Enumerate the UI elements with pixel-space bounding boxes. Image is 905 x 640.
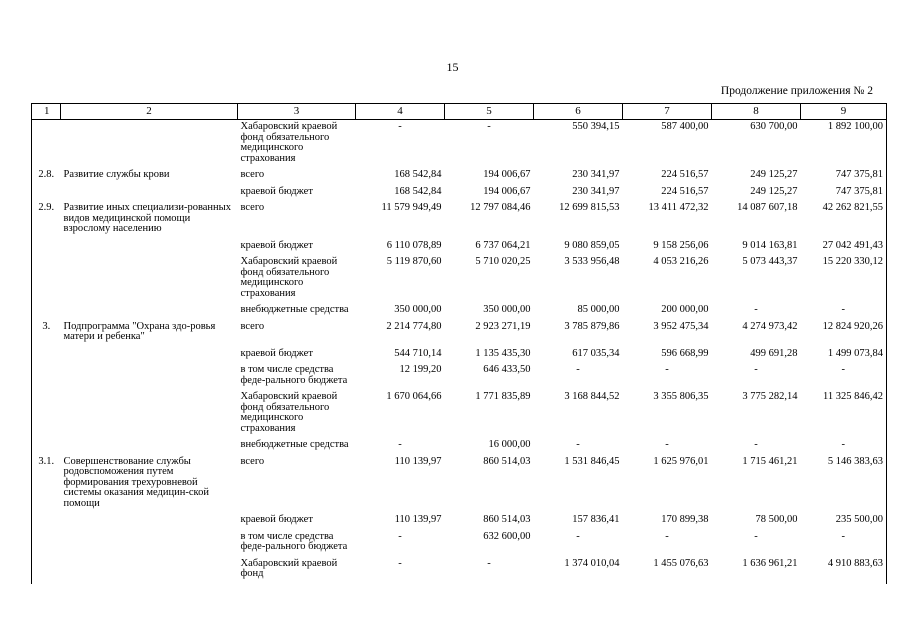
amount-cell: 350 000,00 bbox=[394, 304, 442, 315]
row-number bbox=[32, 438, 61, 455]
column-header: 6 bbox=[534, 104, 623, 120]
funding-source: в том числе средства феде-рального бюджета bbox=[240, 530, 348, 552]
amount-cell: 860 514,03 bbox=[483, 514, 531, 525]
amount-cell: 2 214 774,80 bbox=[386, 320, 442, 332]
funding-source: внебюджетные средства bbox=[240, 439, 349, 450]
amount-cell: - bbox=[801, 438, 887, 455]
table-row bbox=[32, 557, 887, 584]
row-name bbox=[61, 513, 238, 530]
column-header: 2 bbox=[61, 104, 238, 120]
row-name: Развитие иных специализи-рованных видов медицинской помощи взрослому населению bbox=[63, 202, 231, 234]
amount-cell: 4 274 973,42 bbox=[742, 320, 798, 332]
amount-cell: 1 625 976,01 bbox=[653, 455, 709, 467]
amount-cell: 42 262 821,55 bbox=[801, 201, 887, 239]
amount-cell: - bbox=[487, 557, 491, 569]
amount-cell: 110 139,97 bbox=[394, 514, 442, 525]
amount-cell: - bbox=[801, 363, 887, 390]
amount-cell: 1 531 846,45 bbox=[564, 455, 620, 467]
page-number: 15 bbox=[446, 60, 459, 74]
row-number bbox=[32, 185, 61, 202]
funding-source: всего bbox=[240, 455, 265, 467]
amount-cell: 194 006,67 bbox=[483, 185, 531, 197]
amount-cell: 11 325 846,42 bbox=[801, 390, 887, 438]
amount-cell: 14 087 607,18 bbox=[737, 202, 798, 213]
amount-cell: 3 168 844,52 bbox=[564, 391, 620, 402]
amount-cell: 16 000,00 bbox=[488, 439, 531, 450]
amount-cell: 550 394,15 bbox=[572, 121, 620, 132]
amount-cell: 499 691,28 bbox=[750, 347, 798, 359]
amount-cell: 12 824 920,26 bbox=[801, 320, 887, 347]
amount-cell: - bbox=[801, 530, 887, 557]
amount-cell: 4 053 216,26 bbox=[653, 256, 709, 267]
row-name bbox=[61, 120, 238, 169]
table-row bbox=[32, 168, 887, 185]
funding-source: краевой бюджет bbox=[240, 514, 313, 525]
amount-cell: - bbox=[576, 439, 580, 450]
amount-cell: - bbox=[754, 530, 758, 542]
amount-cell: 6 110 078,89 bbox=[386, 239, 442, 251]
amount-cell: 1 499 073,84 bbox=[801, 347, 887, 364]
column-header: 9 bbox=[801, 104, 887, 120]
row-number: 3. bbox=[32, 320, 61, 347]
row-number bbox=[32, 390, 61, 438]
row-number bbox=[32, 120, 61, 169]
table-row bbox=[32, 120, 887, 169]
amount-cell: 230 341,97 bbox=[572, 169, 620, 180]
row-name bbox=[61, 390, 238, 438]
amount-cell: 85 000,00 bbox=[577, 304, 620, 315]
amount-cell: 2 923 271,19 bbox=[475, 320, 531, 332]
funding-source: Хабаровский краевой фонд обязательного медицинского страхования bbox=[240, 121, 338, 164]
amount-cell: 5 710 020,25 bbox=[475, 256, 531, 267]
amount-cell: 168 542,84 bbox=[394, 185, 442, 197]
amount-cell: 646 433,50 bbox=[483, 364, 531, 375]
funding-source: Хабаровский краевой фонд обязательного медицинского страхования bbox=[240, 256, 338, 299]
amount-cell: 596 668,99 bbox=[661, 347, 709, 359]
table-row bbox=[32, 320, 887, 347]
row-name: Подпрограмма "Охрана здо-ровья матери и ребенка" bbox=[63, 320, 216, 342]
amount-cell: 13 411 472,32 bbox=[648, 202, 709, 213]
amount-cell: 632 600,00 bbox=[483, 530, 531, 542]
table-row bbox=[32, 239, 887, 256]
amount-cell: 249 125,27 bbox=[750, 169, 798, 180]
amount-cell: - bbox=[801, 303, 887, 320]
amount-cell: 544 710,14 bbox=[394, 347, 442, 359]
amount-cell: 747 375,81 bbox=[801, 185, 887, 202]
table-row bbox=[32, 390, 887, 438]
appendix-note: Продолжение приложения № 2 bbox=[720, 85, 873, 97]
amount-cell: - bbox=[398, 121, 402, 132]
funding-source: всего bbox=[240, 320, 265, 332]
amount-cell: - bbox=[754, 439, 758, 450]
amount-cell: 860 514,03 bbox=[483, 455, 531, 467]
amount-cell: - bbox=[754, 304, 758, 315]
amount-cell: 630 700,00 bbox=[750, 121, 798, 132]
funding-source: внебюджетные средства bbox=[240, 304, 349, 315]
amount-cell: 27 042 491,43 bbox=[801, 239, 887, 256]
amount-cell: 78 500,00 bbox=[755, 514, 798, 525]
table-row bbox=[32, 201, 887, 239]
row-name bbox=[61, 347, 238, 364]
amount-cell: 12 797 084,46 bbox=[470, 202, 531, 213]
row-name bbox=[61, 530, 238, 557]
budget-table bbox=[31, 103, 887, 584]
funding-source: Хабаровский краевой фонд обязательного медицинского страхования bbox=[240, 391, 338, 434]
funding-source: всего bbox=[240, 169, 265, 180]
row-number bbox=[32, 513, 61, 530]
amount-cell: - bbox=[665, 439, 669, 450]
row-name: Совершенствование службы родовспоможения путем формирования трехуровневой системы оказания медицин-ской помощи bbox=[63, 455, 209, 509]
column-header: 1 bbox=[32, 104, 61, 120]
table-row bbox=[32, 255, 887, 303]
amount-cell: 1 135 435,30 bbox=[475, 347, 531, 359]
amount-cell: 249 125,27 bbox=[750, 185, 798, 197]
amount-cell: 9 080 859,05 bbox=[564, 239, 620, 251]
amount-cell: 1 670 064,66 bbox=[386, 391, 442, 402]
amount-cell: 12 199,20 bbox=[399, 364, 442, 375]
amount-cell: 9 014 163,81 bbox=[742, 239, 798, 251]
amount-cell: - bbox=[398, 530, 402, 542]
row-name bbox=[61, 255, 238, 303]
amount-cell: 4 910 883,63 bbox=[801, 557, 887, 584]
table-row bbox=[32, 363, 887, 390]
amount-cell: 110 139,97 bbox=[394, 455, 442, 467]
amount-cell: 1 374 010,04 bbox=[564, 557, 620, 569]
funding-source: всего bbox=[240, 202, 265, 213]
amount-cell: 617 035,34 bbox=[572, 347, 620, 359]
amount-cell: 6 737 064,21 bbox=[475, 239, 531, 251]
funding-source: Хабаровский краевой фонд bbox=[240, 557, 338, 579]
amount-cell: 194 006,67 bbox=[483, 169, 531, 180]
amount-cell: - bbox=[754, 364, 758, 375]
row-number: 3.1. bbox=[32, 455, 61, 514]
amount-cell: 200 000,00 bbox=[661, 304, 709, 315]
funding-source: краевой бюджет bbox=[240, 347, 313, 359]
row-number bbox=[32, 303, 61, 320]
amount-cell: 12 699 815,53 bbox=[559, 202, 620, 213]
table-row bbox=[32, 303, 887, 320]
funding-source: краевой бюджет bbox=[240, 239, 313, 251]
amount-cell: 9 158 256,06 bbox=[653, 239, 709, 251]
row-number bbox=[32, 347, 61, 364]
column-header: 7 bbox=[623, 104, 712, 120]
amount-cell: - bbox=[576, 364, 580, 375]
amount-cell: 1 715 461,21 bbox=[742, 455, 798, 467]
table-row bbox=[32, 455, 887, 514]
amount-cell: - bbox=[665, 364, 669, 375]
row-number: 2.8. bbox=[32, 168, 61, 185]
amount-cell: 5 119 870,60 bbox=[386, 256, 442, 267]
table-row bbox=[32, 438, 887, 455]
amount-cell: 587 400,00 bbox=[661, 121, 709, 132]
column-header: 8 bbox=[712, 104, 801, 120]
amount-cell: - bbox=[665, 530, 669, 542]
amount-cell: 747 375,81 bbox=[801, 168, 887, 185]
row-number bbox=[32, 530, 61, 557]
funding-source: краевой бюджет bbox=[240, 185, 313, 197]
amount-cell: 3 785 879,86 bbox=[564, 320, 620, 332]
amount-cell: 3 952 475,34 bbox=[653, 320, 709, 332]
table-body bbox=[32, 120, 887, 584]
amount-cell: - bbox=[487, 121, 491, 132]
row-name: Развитие службы крови bbox=[63, 169, 170, 180]
amount-cell: - bbox=[398, 557, 402, 569]
amount-cell: 5 073 443,37 bbox=[742, 256, 798, 267]
funding-source: в том числе средства феде-рального бюджета bbox=[240, 364, 348, 386]
amount-cell: - bbox=[398, 439, 402, 450]
amount-cell: 11 579 949,49 bbox=[381, 202, 442, 213]
row-name bbox=[61, 438, 238, 455]
amount-cell: 15 220 330,12 bbox=[801, 255, 887, 303]
amount-cell: 5 146 383,63 bbox=[801, 455, 887, 514]
table-row bbox=[32, 185, 887, 202]
amount-cell: 168 542,84 bbox=[394, 169, 442, 180]
row-name bbox=[61, 185, 238, 202]
row-name bbox=[61, 303, 238, 320]
amount-cell: 3 775 282,14 bbox=[742, 391, 798, 402]
amount-cell: 1 892 100,00 bbox=[801, 120, 887, 169]
row-name bbox=[61, 363, 238, 390]
amount-cell: 230 341,97 bbox=[572, 185, 620, 197]
column-header: 4 bbox=[356, 104, 445, 120]
amount-cell: 170 899,38 bbox=[661, 514, 709, 525]
amount-cell: 224 516,57 bbox=[661, 169, 709, 180]
row-name bbox=[61, 557, 238, 584]
table-row bbox=[32, 513, 887, 530]
amount-cell: 1 771 835,89 bbox=[475, 391, 531, 402]
amount-cell: 350 000,00 bbox=[483, 304, 531, 315]
table-row bbox=[32, 347, 887, 364]
column-header: 3 bbox=[238, 104, 356, 120]
amount-cell: 1 636 961,21 bbox=[742, 557, 798, 569]
row-number: 2.9. bbox=[32, 201, 61, 239]
amount-cell: 3 533 956,48 bbox=[564, 256, 620, 267]
row-number bbox=[32, 557, 61, 584]
row-number bbox=[32, 363, 61, 390]
amount-cell: 157 836,41 bbox=[572, 514, 620, 525]
row-number bbox=[32, 255, 61, 303]
amount-cell: 224 516,57 bbox=[661, 185, 709, 197]
row-name bbox=[61, 239, 238, 256]
table-header-row bbox=[32, 104, 887, 120]
amount-cell: - bbox=[576, 530, 580, 542]
table-row bbox=[32, 530, 887, 557]
amount-cell: 3 355 806,35 bbox=[653, 391, 709, 402]
amount-cell: 1 455 076,63 bbox=[653, 557, 709, 569]
row-number bbox=[32, 239, 61, 256]
amount-cell: 235 500,00 bbox=[801, 513, 887, 530]
column-header: 5 bbox=[445, 104, 534, 120]
